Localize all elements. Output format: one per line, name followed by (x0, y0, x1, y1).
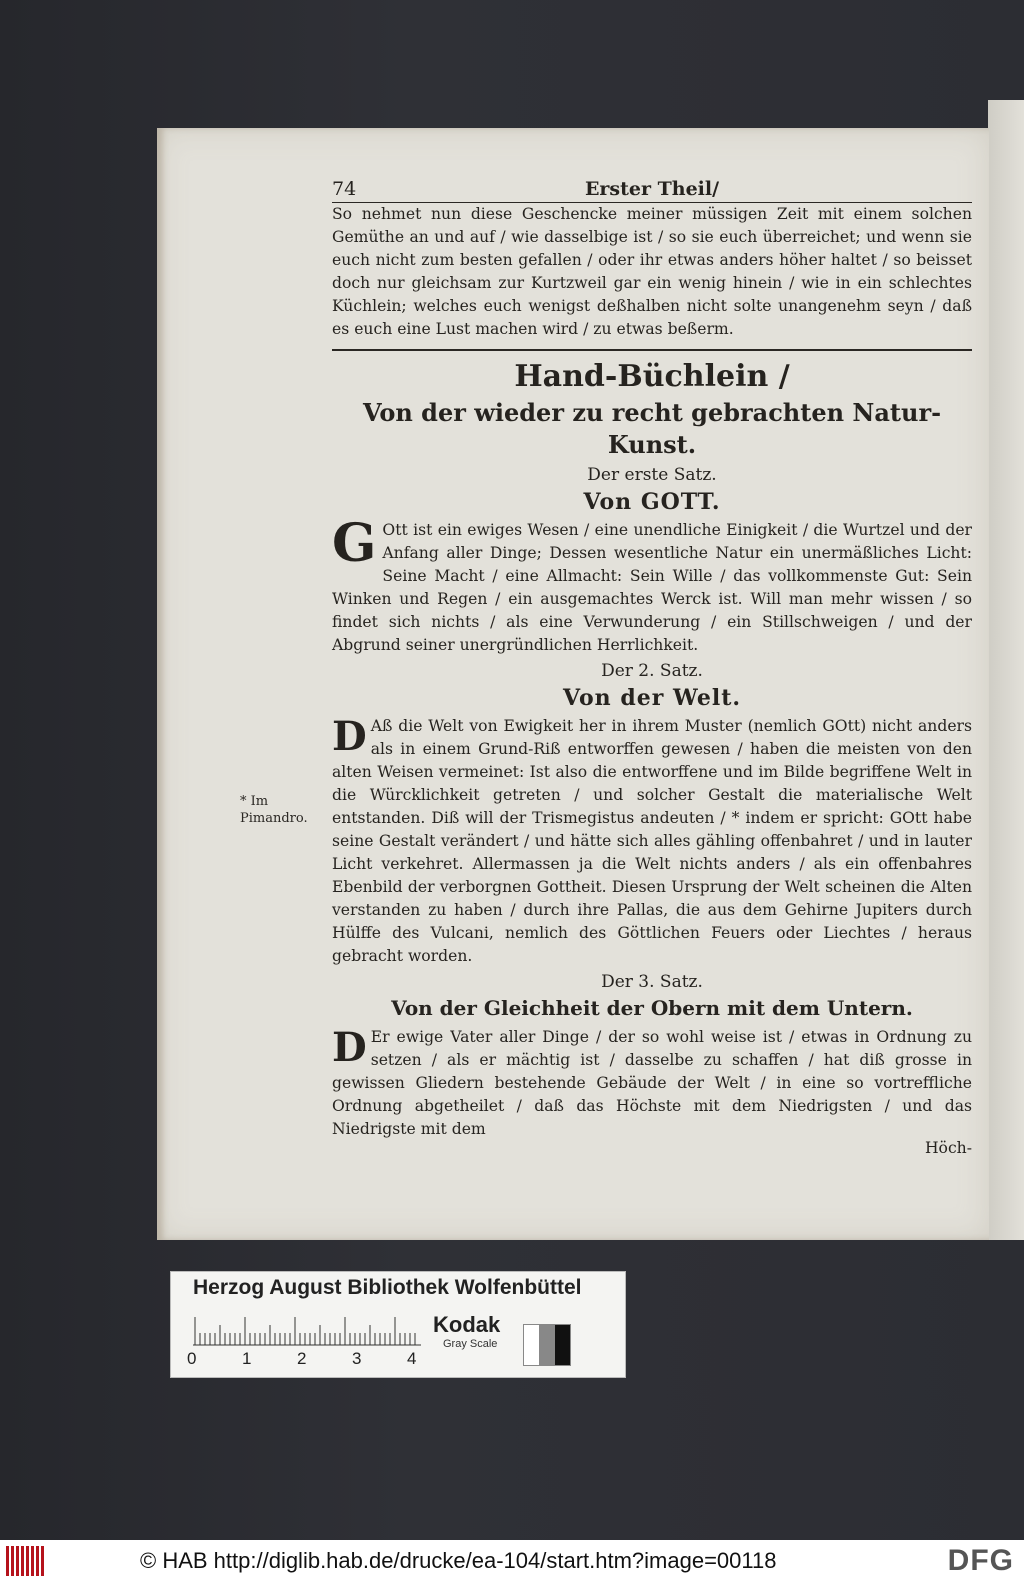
book-title: Hand-Büchlein / (514, 359, 790, 394)
section-3-text: Er ewige Vater aller Dinge / der so wohl weise ist / etwas in Ordnung zu setzen / als er mächtig ist / dasselbe zu schaffen / hat diß grosse in gewissen Gliedern bestehende Gebäude der Welt / in eine so vortreffliche Ordnung abgetheilet / daß das Höchste mit dem Niedrigsten / und das Niedrigste mit dem (332, 1028, 972, 1138)
section-1-paragraph (332, 513, 972, 657)
library-label-card (170, 1271, 626, 1378)
section-2-label: Der 2. Satz. (601, 661, 703, 681)
section-3-heading: Von der Gleichheit der Obern mit dem Untern. (391, 996, 913, 1020)
book-page (157, 128, 989, 1240)
section-2-text: Aß die Welt von Ewigkeit her in ihrem Muster (nemlich GOtt) nicht anders als in einem Grund-Riß entworffen gewesen / haben die meisten von den alten Weisen vermeinet: Ist also die entworffene und im Bilde begriffene Welt in die Würcklichkeit getreten / und solcher Gestalt die materialische Welt entstanden. Diß will der Trismegistus andeuten / * indem er spricht: GOtt habe seine Gestalt verändert / und hätte sich alles gähling offenbahret / und in lauter Licht verkehret. Allermassen ja die Welt nichts anders / als ein offenbahres Ebenbild der verborgnen Gottheit. Diesen Ursprung der Welt scheinen die Alten verstanden zu haben / durch ihre Pallas, die aus dem Gehirne Jupiters durch Hülffe des Vulcani, nemlich des Göttlichen Feuers oder Liechtes / heraus gebracht worden. (332, 717, 972, 965)
section-3-label: Der 3. Satz. (601, 972, 703, 992)
running-head-title: Erster Theil/ (584, 178, 720, 200)
intro-paragraph: So nehmet nun diese Geschencke meiner müssigen Zeit mit einem solchen Gemüthe an und auf / wie dasselbige ist / so sie euch überreichet; und wenn sie euch nicht zum besten gefallen / oder ihr etwas anders höher haltet / so beisset doch nur gleichsam zur Kurtzweil gar ein wenig hinein / wie in ein schlechtes Küchlein; welches euch wenigst deßhalben nicht solte unangenehm seyn / daß es euch eine Lust machen wird / zu etwas beßerm. (332, 205, 972, 338)
kodak-brand: Kodak (433, 1312, 501, 1337)
ruler-number: 4 (407, 1349, 417, 1368)
drop-cap-d: D (332, 713, 367, 760)
gray-scale-swatches (523, 1324, 571, 1366)
swatch-black (555, 1325, 570, 1365)
section-2-paragraph (332, 715, 972, 968)
ruler-number: 1 (242, 1349, 252, 1368)
page-number: 74 (332, 178, 357, 200)
section-rule (332, 349, 972, 351)
drop-cap-d-2: D (332, 1024, 367, 1071)
section-1-text: Ott ist ein ewiges Wesen / eine unendliche Einigkeit / die Wurtzel und der Anfang aller Dinge; Dessen wesentliche Natur ein unermäßliches Licht: Seine Macht / eine Allmacht: Sein Wille / das vollkommenste Gut: Sein Winken und Regen / ein ausgemachtes Werck ist. Will man mehr wissen / so findet sich nichts / als eine Verwunderung / ein Stillschweigen / und der Abgrund seiner unergründlichen Herrlichkeit. (332, 521, 972, 654)
swatch-gray (539, 1325, 554, 1365)
swatch-white (524, 1325, 539, 1365)
footer-bar (0, 1540, 1024, 1582)
ruler-scale (193, 1316, 421, 1346)
ruler-number: 3 (352, 1349, 362, 1368)
gray-scale-caption: Gray Scale (443, 1338, 498, 1350)
ruler-number: 0 (187, 1349, 197, 1368)
section-3-paragraph (332, 1026, 972, 1141)
book-subtitle: Von der wieder zu recht gebrachten Natur-Kunst. (362, 398, 942, 459)
section-1-heading: Von GOTT. (583, 489, 721, 515)
hab-logo-icon (6, 1546, 48, 1576)
drop-cap-g: G (332, 513, 377, 574)
copyright-link[interactable]: © HAB http://diglib.hab.de/drucke/ea-104/start.htm?image=00118 (140, 1548, 777, 1573)
ruler-number: 2 (297, 1349, 307, 1368)
running-head (332, 176, 972, 203)
catchword: Höch- (924, 1139, 972, 1157)
margin-note: * Im Pimandro. (240, 794, 308, 826)
page-text-block (332, 176, 972, 1157)
section-1-label: Der erste Satz. (587, 465, 717, 485)
library-name: Herzog August Bibliothek Wolfenbüttel (193, 1276, 582, 1299)
next-page-edge (988, 100, 1024, 1240)
dfg-logo: DFG (947, 1544, 1014, 1577)
section-2-heading: Von der Welt. (562, 685, 742, 711)
